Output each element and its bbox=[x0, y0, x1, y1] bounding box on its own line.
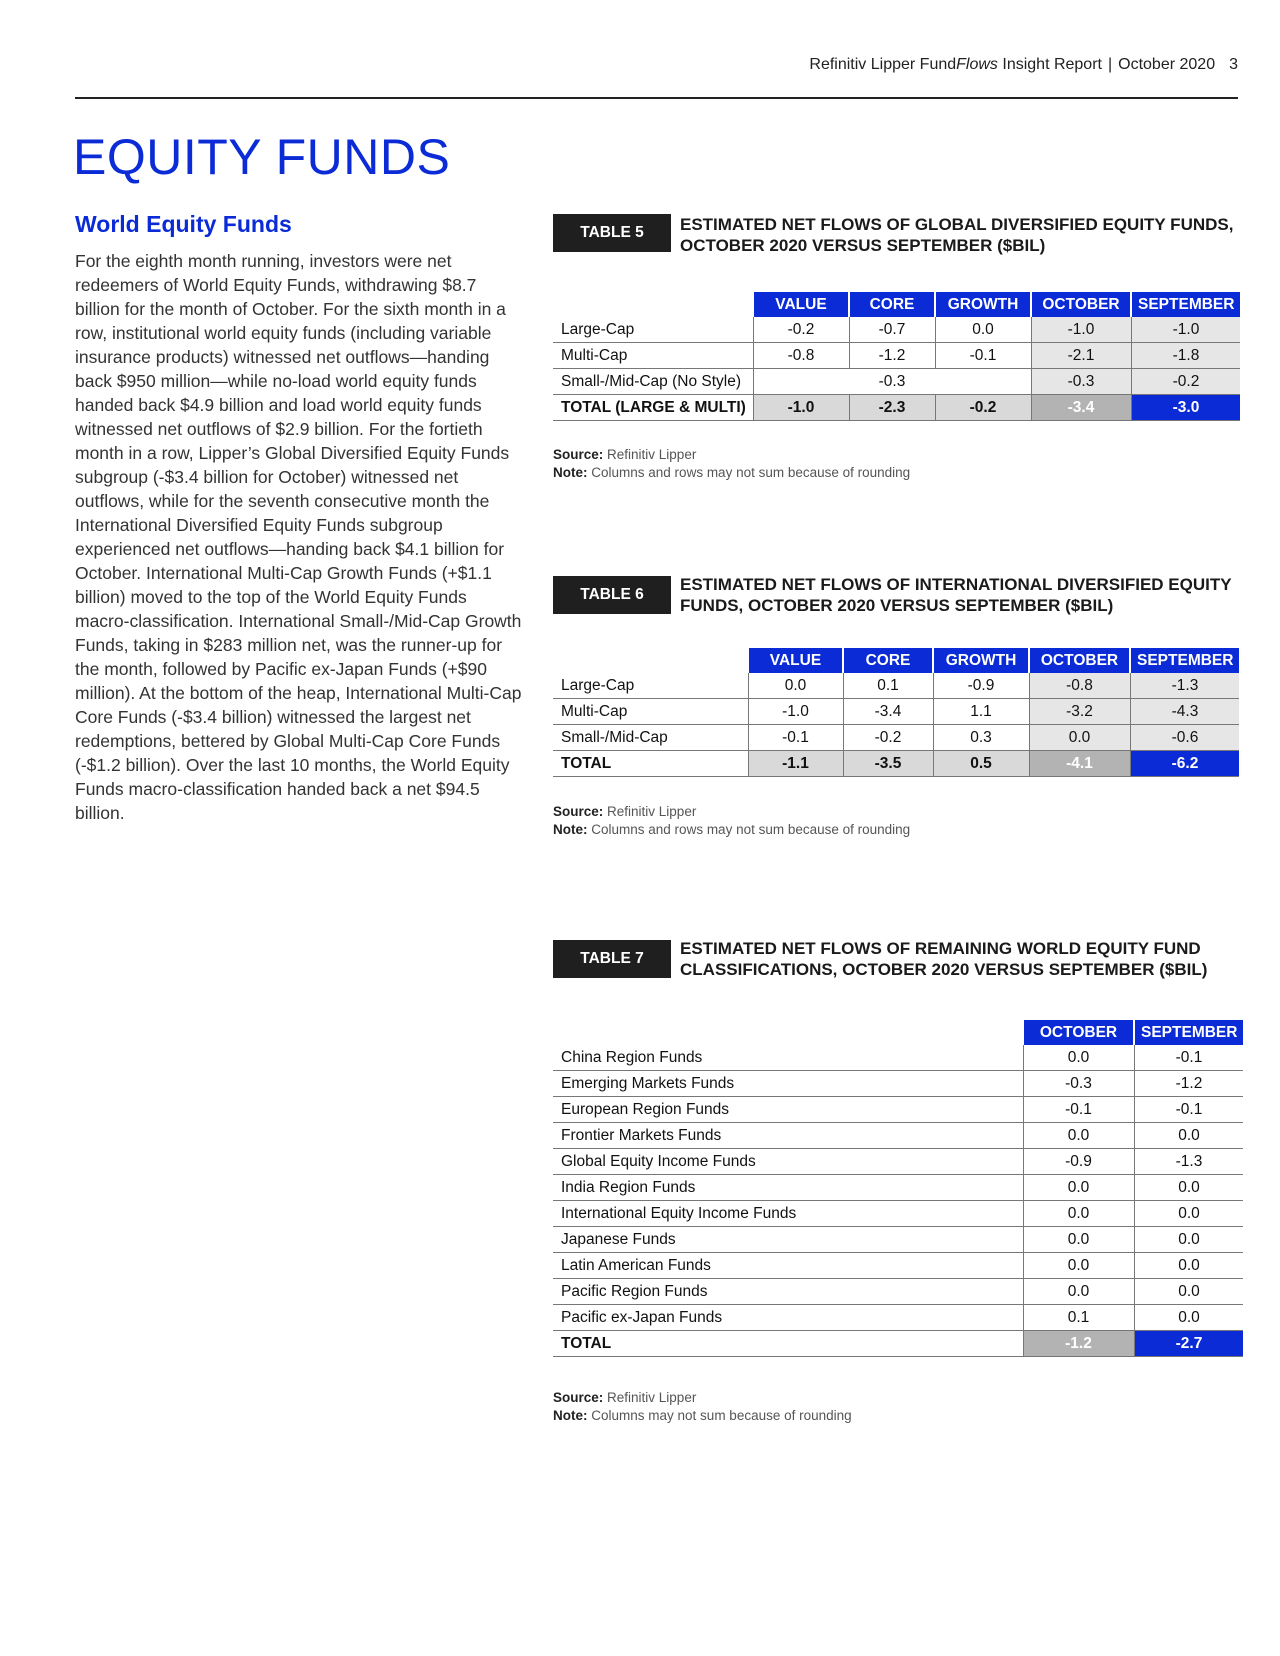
source-text: Refinitiv Lipper bbox=[607, 447, 697, 462]
table5-title: ESTIMATED NET FLOWS OF GLOBAL DIVERSIFIED EQUITY FUNDS, OCTOBER 2020 VERSUS SEPTEMBER ($BIL) bbox=[680, 215, 1234, 255]
table7-source bbox=[553, 1389, 852, 1425]
cell-october: 0.0 bbox=[1023, 1227, 1134, 1253]
cell-value: -0.2 bbox=[753, 317, 849, 343]
cell-core: -3.5 bbox=[843, 751, 933, 777]
cell-october: -1.2 bbox=[1023, 1331, 1134, 1357]
col-header: VALUE bbox=[753, 292, 849, 317]
row-label: Pacific Region Funds bbox=[553, 1279, 1023, 1305]
header-blank bbox=[553, 292, 753, 317]
cell-october: -3.2 bbox=[1029, 699, 1130, 725]
cell-october: -0.9 bbox=[1023, 1149, 1134, 1175]
cell-september: -1.3 bbox=[1130, 673, 1239, 699]
row-label: Emerging Markets Funds bbox=[553, 1071, 1023, 1097]
cell-september: 0.0 bbox=[1134, 1201, 1243, 1227]
note-text: Columns may not sum because of rounding bbox=[591, 1408, 852, 1423]
source-text: Refinitiv Lipper bbox=[607, 1390, 697, 1405]
cell-october: 0.0 bbox=[1023, 1279, 1134, 1305]
cell-october: -1.0 bbox=[1031, 317, 1131, 343]
table6-source bbox=[553, 803, 910, 839]
cell-value: -1.0 bbox=[753, 395, 849, 421]
cell-september: 0.0 bbox=[1134, 1305, 1243, 1331]
header-blank bbox=[553, 648, 748, 673]
cell-september: -0.1 bbox=[1134, 1097, 1243, 1123]
row-label: Multi-Cap bbox=[553, 699, 748, 725]
cell-core: -0.7 bbox=[849, 317, 935, 343]
cell-core: -2.3 bbox=[849, 395, 935, 421]
cell-september: -1.2 bbox=[1134, 1071, 1243, 1097]
table-row bbox=[553, 1201, 1243, 1227]
cell-value: 0.0 bbox=[748, 673, 843, 699]
table7 bbox=[553, 1020, 1243, 1357]
body-paragraph: For the eighth month running, investors were net redeemers of World Equity Funds, withdrawing $8.7 billion for the month of October. For the sixth month in a row, institutional world equity funds (including variable insurance products) witnessed net outflows—handing back $950 million—while no-load world equity funds handed back $4.9 billion and load world equity funds witnessed net outflows of $2.9 billion. For the fortieth month in a row, Lipper’s Global Diversified Equity Funds subgroup (-$3.4 billion for October) witnessed net outflows, while for the seventh consecutive month the International Diversified Equity Funds subgroup experienced net outflows—handing back $4.1 billion for October. International Multi-Cap Growth Funds (+$1.1 billion) moved to the top of the World Equity Funds macro-classification. International Small-/Mid-Cap Growth Funds, taking in $283 million net, was the runner-up for the month, followed by Pacific ex-Japan Funds (+$90 million). At the bottom of the heap, International Multi-Cap Core Funds (-$3.4 billion) witnessed the largest net redemptions, bettered by Global Multi-Cap Core Funds (-$1.2 billion). Over the last 10 months, the World Equity Funds macro-classification handed back a net $94.5 billion. bbox=[75, 251, 522, 823]
table-row bbox=[553, 1045, 1243, 1071]
cell-september: 0.0 bbox=[1134, 1175, 1243, 1201]
table-row bbox=[553, 317, 1240, 343]
table-row bbox=[553, 1071, 1243, 1097]
row-label: Small-/Mid-Cap (No Style) bbox=[553, 369, 753, 395]
table6-title: ESTIMATED NET FLOWS OF INTERNATIONAL DIVERSIFIED EQUITY FUNDS, OCTOBER 2020 VERSUS SEPTEMBER ($BIL) bbox=[680, 575, 1232, 615]
table-row bbox=[553, 699, 1239, 725]
cell-september: 0.0 bbox=[1134, 1253, 1243, 1279]
cell-october: 0.1 bbox=[1023, 1305, 1134, 1331]
cell-growth: 1.1 bbox=[933, 699, 1029, 725]
table-row bbox=[553, 369, 1240, 395]
col-header: SEPTEMBER bbox=[1131, 292, 1240, 317]
source-text: Refinitiv Lipper bbox=[607, 804, 697, 819]
table-row bbox=[553, 1149, 1243, 1175]
cell-september: 0.0 bbox=[1134, 1123, 1243, 1149]
cell-september: -4.3 bbox=[1130, 699, 1239, 725]
table-total-row bbox=[553, 395, 1240, 421]
cell-core: 0.1 bbox=[843, 673, 933, 699]
col-header: OCTOBER bbox=[1029, 648, 1130, 673]
header-brand: Refinitiv Lipper FundFlows Insight Report bbox=[809, 56, 1102, 73]
table-total-row bbox=[553, 1331, 1243, 1357]
table-row bbox=[553, 1305, 1243, 1331]
table5-source bbox=[553, 446, 910, 482]
cell-core: -0.2 bbox=[843, 725, 933, 751]
cell-value: -1.1 bbox=[748, 751, 843, 777]
cell-october: 0.0 bbox=[1023, 1175, 1134, 1201]
row-label: India Region Funds bbox=[553, 1175, 1023, 1201]
cell-september: 0.0 bbox=[1134, 1227, 1243, 1253]
table-total-row bbox=[553, 751, 1239, 777]
row-label: Large-Cap bbox=[553, 673, 748, 699]
cell-october: -4.1 bbox=[1029, 751, 1130, 777]
source-label: Source: bbox=[553, 804, 604, 819]
table-header-row bbox=[553, 648, 1239, 673]
col-header: SEPTEMBER bbox=[1134, 1020, 1243, 1045]
cell-october: -2.1 bbox=[1031, 343, 1131, 369]
table6 bbox=[553, 648, 1239, 777]
col-header: SEPTEMBER bbox=[1130, 648, 1239, 673]
cell-core: -1.2 bbox=[849, 343, 935, 369]
col-header: CORE bbox=[849, 292, 935, 317]
cell-growth: 0.5 bbox=[933, 751, 1029, 777]
cell-september: -3.0 bbox=[1131, 395, 1240, 421]
table-row bbox=[553, 1279, 1243, 1305]
table-row bbox=[553, 1123, 1243, 1149]
row-label: China Region Funds bbox=[553, 1045, 1023, 1071]
row-label: European Region Funds bbox=[553, 1097, 1023, 1123]
table-row bbox=[553, 1175, 1243, 1201]
header-date: October 2020 bbox=[1118, 56, 1216, 73]
table-row bbox=[553, 1253, 1243, 1279]
cell-october: -3.4 bbox=[1031, 395, 1131, 421]
row-label: TOTAL (LARGE & MULTI) bbox=[553, 395, 753, 421]
note-text: Columns and rows may not sum because of rounding bbox=[591, 465, 911, 480]
col-header: OCTOBER bbox=[1023, 1020, 1134, 1045]
cell-september: -0.1 bbox=[1134, 1045, 1243, 1071]
header-rule bbox=[75, 97, 1238, 99]
note-label: Note: bbox=[553, 1408, 588, 1423]
header-blank bbox=[553, 1020, 1023, 1045]
cell-core: -3.4 bbox=[843, 699, 933, 725]
table-row bbox=[553, 1097, 1243, 1123]
cell-october: 0.0 bbox=[1029, 725, 1130, 751]
table5 bbox=[553, 292, 1240, 421]
page-title: EQUITY FUNDS bbox=[73, 129, 451, 185]
cell-growth: 0.0 bbox=[935, 317, 1031, 343]
cell-october: -0.3 bbox=[1031, 369, 1131, 395]
table-row bbox=[553, 673, 1239, 699]
row-label: Small-/Mid-Cap bbox=[553, 725, 748, 751]
cell-october: 0.0 bbox=[1023, 1045, 1134, 1071]
col-header: VALUE bbox=[748, 648, 843, 673]
cell-october: -0.3 bbox=[1023, 1071, 1134, 1097]
cell-october: 0.0 bbox=[1023, 1201, 1134, 1227]
table-row bbox=[553, 725, 1239, 751]
row-label: Japanese Funds bbox=[553, 1227, 1023, 1253]
running-header bbox=[75, 56, 1238, 74]
cell-growth: -0.2 bbox=[935, 395, 1031, 421]
cell-september: -6.2 bbox=[1130, 751, 1239, 777]
cell-september: -2.7 bbox=[1134, 1331, 1243, 1357]
row-label: Pacific ex-Japan Funds bbox=[553, 1305, 1023, 1331]
cell-core: -0.3 bbox=[753, 369, 1031, 395]
col-header: GROWTH bbox=[933, 648, 1029, 673]
table-row bbox=[553, 343, 1240, 369]
cell-september: -1.0 bbox=[1131, 317, 1240, 343]
cell-september: -0.6 bbox=[1130, 725, 1239, 751]
row-label: Large-Cap bbox=[553, 317, 753, 343]
cell-growth: -0.1 bbox=[935, 343, 1031, 369]
cell-september: -1.8 bbox=[1131, 343, 1240, 369]
cell-september: 0.0 bbox=[1134, 1279, 1243, 1305]
section-title: World Equity Funds bbox=[75, 211, 292, 237]
cell-growth: -0.9 bbox=[933, 673, 1029, 699]
cell-october: 0.0 bbox=[1023, 1253, 1134, 1279]
row-label: TOTAL bbox=[553, 751, 748, 777]
note-text: Columns and rows may not sum because of rounding bbox=[591, 822, 911, 837]
cell-october: 0.0 bbox=[1023, 1123, 1134, 1149]
row-label: Latin American Funds bbox=[553, 1253, 1023, 1279]
header-separator: | bbox=[1107, 56, 1113, 73]
cell-september: -1.3 bbox=[1134, 1149, 1243, 1175]
cell-growth: 0.3 bbox=[933, 725, 1029, 751]
cell-october: -0.8 bbox=[1029, 673, 1130, 699]
table7-badge: TABLE 7 bbox=[553, 940, 671, 978]
table-header-row bbox=[553, 292, 1240, 317]
cell-september: -0.2 bbox=[1131, 369, 1240, 395]
col-header: CORE bbox=[843, 648, 933, 673]
cell-value: -0.1 bbox=[748, 725, 843, 751]
source-label: Source: bbox=[553, 447, 604, 462]
note-label: Note: bbox=[553, 822, 588, 837]
source-label: Source: bbox=[553, 1390, 604, 1405]
row-label: Frontier Markets Funds bbox=[553, 1123, 1023, 1149]
row-label: International Equity Income Funds bbox=[553, 1201, 1023, 1227]
table-row bbox=[553, 1227, 1243, 1253]
table5-badge: TABLE 5 bbox=[553, 214, 671, 252]
col-header: OCTOBER bbox=[1031, 292, 1131, 317]
table6-badge: TABLE 6 bbox=[553, 576, 671, 614]
cell-value: -1.0 bbox=[748, 699, 843, 725]
table7-title: ESTIMATED NET FLOWS OF REMAINING WORLD EQUITY FUND CLASSIFICATIONS, OCTOBER 2020 VERSUS SEPTEMBER ($BIL) bbox=[680, 939, 1208, 979]
note-label: Note: bbox=[553, 465, 588, 480]
cell-october: -0.1 bbox=[1023, 1097, 1134, 1123]
row-label: Multi-Cap bbox=[553, 343, 753, 369]
page-number: 3 bbox=[1229, 56, 1238, 73]
cell-value: -0.8 bbox=[753, 343, 849, 369]
row-label: Global Equity Income Funds bbox=[553, 1149, 1023, 1175]
row-label: TOTAL bbox=[553, 1331, 1023, 1357]
col-header: GROWTH bbox=[935, 292, 1031, 317]
table-header-row bbox=[553, 1020, 1243, 1045]
